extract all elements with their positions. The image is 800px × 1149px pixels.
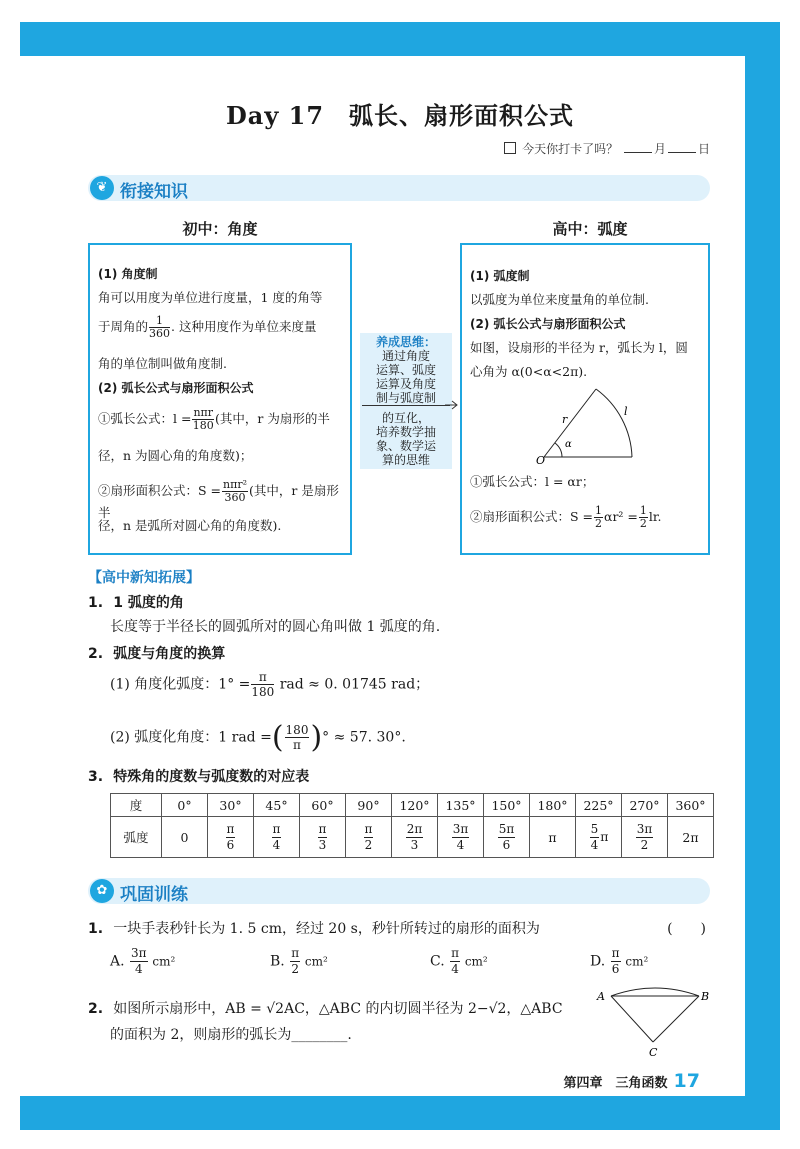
senior-arc-formula: ①弧长公式：l = αr； xyxy=(470,474,595,489)
bridge-line: 象、数学运 xyxy=(375,439,436,453)
junior-p1-b: 于周角的 $\frac{1}{360}$ . 这种用度作为单位来度量 xyxy=(98,314,317,340)
senior-area-formula: ②扇形面积公式：S = $\frac{1}{2}$ αr² = $\frac{1}{2}$ lr. xyxy=(470,504,662,530)
conversion-deg-to-rad: (1) 角度化弧度：1° = $\frac{\pi}{180}$ rad ≈ 0. 01745 rad； xyxy=(110,670,430,699)
table-cell-radian: $\frac{2\pi}{3}$ xyxy=(392,817,438,858)
table-cell-radian: π xyxy=(530,817,576,858)
fraction-1-360: $\frac{1}{360}$ xyxy=(149,314,171,340)
table-cell-radian: $\frac{\pi}{6}$ xyxy=(208,817,254,858)
question-1-options xyxy=(110,946,710,986)
table-cell-radian: 2π xyxy=(668,817,714,858)
senior-p2-title: (2) 弧长公式与扇形面积公式 xyxy=(470,317,626,331)
butterfly-icon: ✿ xyxy=(90,879,114,903)
section-title-practice: 巩固训练 xyxy=(120,885,188,905)
right-color-band xyxy=(745,56,780,1096)
question-2-line2: 的面积为 2，则扇形的弧长为________. xyxy=(110,1027,352,1043)
table-cell-degree: 225° xyxy=(576,794,622,817)
page-title: Day 17 弧长、扇形面积公式 xyxy=(225,101,575,130)
label-alpha: α xyxy=(565,439,572,450)
table-cell-degree: 30° xyxy=(208,794,254,817)
bridge-line: 通过角度 xyxy=(381,349,430,363)
bridge-line: 培养数学抽 xyxy=(375,425,436,439)
table-cell-degree: 45° xyxy=(254,794,300,817)
section-title-bridge: 衔接知识 xyxy=(120,182,188,202)
junior-area-formula: ②扇形面积公式：S = $\frac{\text{nπr²}}{360}$ (其中，r 是扇形半 xyxy=(98,478,339,520)
page-footer xyxy=(564,1070,700,1092)
table-cell-radian: $\frac{5\pi}{6}$ xyxy=(484,817,530,858)
ext-item-1: 1. 1 弧度的角 xyxy=(88,595,184,611)
table-cell-degree: 150° xyxy=(484,794,530,817)
table-cell-degree: 360° xyxy=(668,794,714,817)
senior-box xyxy=(460,243,710,555)
junior-arc-note: 径，n 为圆心角的角度数)； xyxy=(98,448,253,463)
junior-p1-a: 角可以用度为单位进行度量，1 度的角等 xyxy=(98,290,323,305)
answer-paren[interactable]: ( ) xyxy=(667,921,706,937)
bridge-line: 算的思维 xyxy=(381,453,430,467)
sector-abc-diagram xyxy=(595,982,715,1060)
checkbox-icon[interactable] xyxy=(504,142,516,154)
option-b[interactable]: B. $\frac{\pi}{2}$ cm² xyxy=(270,946,328,976)
month-blank xyxy=(624,152,652,153)
day-blank xyxy=(668,152,696,153)
checkin-line xyxy=(504,140,710,157)
checkin-question: 今天你打卡了吗？ xyxy=(522,142,619,156)
page-number: 17 xyxy=(673,1070,700,1092)
senior-heading: 高中：弧度 xyxy=(552,220,628,238)
month-label: 月 xyxy=(653,142,666,156)
table-cell-radian: $\frac{\pi}{3}$ xyxy=(300,817,346,858)
junior-arc-formula: ①弧长公式：l = $\frac{\text{nπr}}{180}$ (其中，r 为扇形的半 xyxy=(98,406,330,432)
label-r: r xyxy=(562,413,568,426)
option-d[interactable]: D. $\frac{\pi}{6}$ cm² xyxy=(590,946,649,976)
table-cell-radian: $\frac{\pi}{2}$ xyxy=(346,817,392,858)
extension-tag: 【高中新知拓展】 xyxy=(88,570,200,586)
table-head-degree: 度 xyxy=(111,794,162,817)
ext-item-1-text: 长度等于半径长的圆弧所对的圆心角叫做 1 弧度的角. xyxy=(110,619,441,635)
label-a: A xyxy=(597,990,605,1003)
bridge-line: 运算、弧度 xyxy=(375,363,436,377)
option-c[interactable]: C. $\frac{\pi}{4}$ cm² xyxy=(430,946,488,976)
junior-heading: 初中：角度 xyxy=(182,220,258,238)
day-label: 日 xyxy=(697,142,710,156)
arrow-right-icon xyxy=(362,405,450,406)
table-cell-radian: $\frac{5}{4}$ π xyxy=(576,817,622,858)
arrow-head-icon xyxy=(445,400,459,410)
senior-p2-b: 心角为 α(0<α<2π). xyxy=(470,364,588,379)
conversion-rad-to-deg: (2) 弧度化角度：1 rad =( $\frac{180}{\pi}$ )° ≈ 57. 30°. xyxy=(110,720,406,755)
top-color-band xyxy=(20,22,780,56)
table-cell-degree: 90° xyxy=(346,794,392,817)
table-cell-degree: 270° xyxy=(622,794,668,817)
table-cell-degree: 0° xyxy=(162,794,208,817)
sector-diagram xyxy=(532,385,642,465)
table-cell-degree: 60° xyxy=(300,794,346,817)
senior-p2-a: 如图，设扇形的半径为 r，弧长为 l，圆 xyxy=(470,340,688,355)
table-cell-radian: $\frac{3\pi}{4}$ xyxy=(438,817,484,858)
table-cell-degree: 135° xyxy=(438,794,484,817)
bottom-color-band xyxy=(20,1096,780,1130)
label-o: O xyxy=(536,454,546,465)
table-cell-radian: $\frac{\pi}{4}$ xyxy=(254,817,300,858)
label-b: B xyxy=(701,990,710,1003)
chapter-label: 第四章 三角函数 xyxy=(563,1076,668,1091)
junior-p2-title: (2) 弧长公式与扇形面积公式 xyxy=(98,381,254,395)
question-1: 1. 一块手表秒针长为 1. 5 cm，经过 20 s，秒针所转过的扇形的面积为 ( ) xyxy=(88,918,710,938)
ext-item-3: 3. 特殊角的度数与弧度数的对应表 xyxy=(88,769,310,785)
senior-p1-title: (1) 弧度制 xyxy=(470,269,530,283)
junior-area-note: 径，n 是弧所对圆心角的角度数). xyxy=(98,518,282,533)
junior-p1-c: 角的单位制叫做角度制. xyxy=(98,356,227,371)
senior-p1-a: 以弧度为单位来度量角的单位制. xyxy=(470,292,649,307)
label-c: C xyxy=(649,1046,658,1059)
leaf-icon: ❦ xyxy=(90,176,114,200)
option-a[interactable]: A. $\frac{3\pi}{4}$ cm² xyxy=(110,946,176,976)
bridge-label: 养成思维： xyxy=(375,335,436,349)
table-head-radian: 弧度 xyxy=(111,817,162,858)
question-2: 2. 如图所示扇形中，AB = √2AC，△ABC 的内切圆半径为 2−√2，△ABC xyxy=(88,1001,563,1017)
table-cell-degree: 120° xyxy=(392,794,438,817)
junior-p1-title: (1) 角度制 xyxy=(98,267,158,281)
ext-item-2: 2. 弧度与角度的换算 xyxy=(88,646,226,662)
angle-conversion-table xyxy=(110,793,714,858)
table-cell-radian: $\frac{3\pi}{2}$ xyxy=(622,817,668,858)
table-cell-radian: 0 xyxy=(162,817,208,858)
junior-box xyxy=(88,243,352,555)
thinking-bridge xyxy=(360,333,452,469)
bridge-line: 制与弧度制 xyxy=(375,391,436,405)
bridge-line: 运算及角度 xyxy=(375,377,436,391)
table-cell-degree: 180° xyxy=(530,794,576,817)
label-l: l xyxy=(624,405,628,418)
bridge-line: 的互化， xyxy=(381,411,430,425)
